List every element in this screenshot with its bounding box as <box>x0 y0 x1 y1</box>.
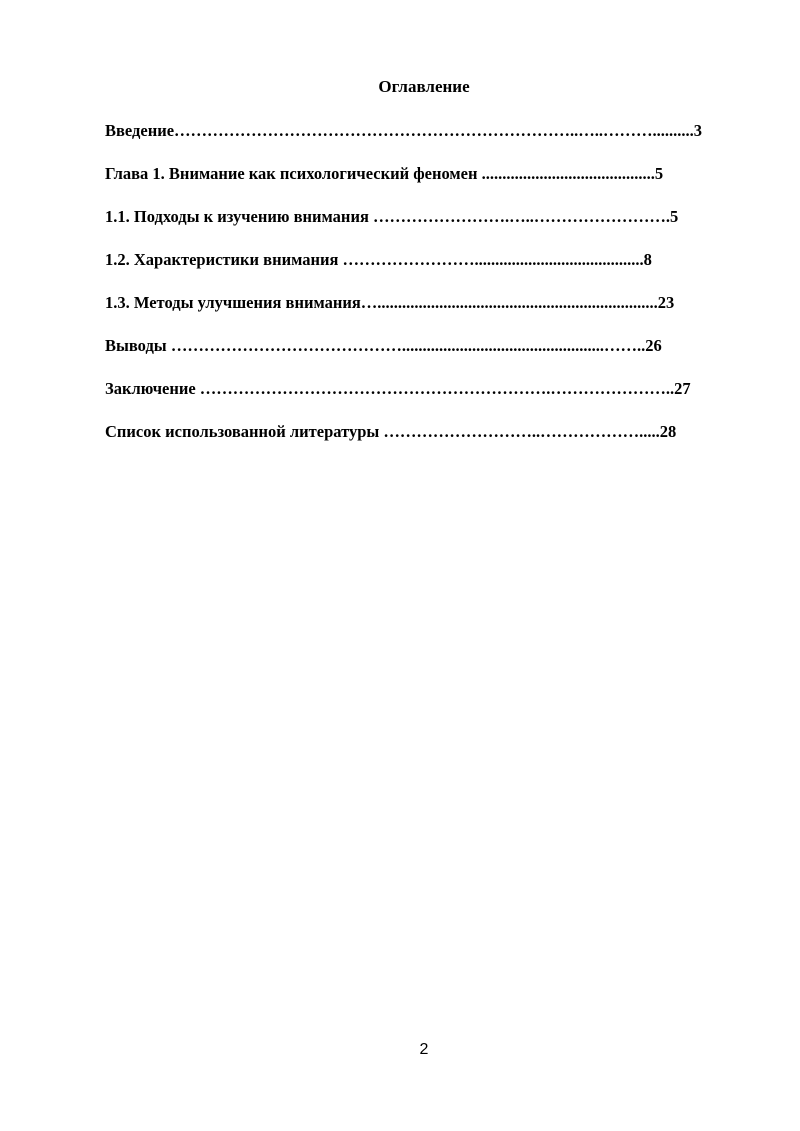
toc-entry-section-1-1: 1.1. Подходы к изучению внимания …………………….…..…………………….5 <box>105 207 679 226</box>
toc-entry-references: Список использованной литературы ………………………..……………….....28 <box>105 422 677 441</box>
toc-entry-section-1-2: 1.2. Характеристики внимания …………………….........................................8 <box>105 250 652 269</box>
toc-entry-section-1-3: 1.3. Методы улучшения внимания…....................................................................23 <box>105 293 675 312</box>
toc-entry-chapter-1: Глава 1. Внимание как психологический феномен ..........................................5 <box>105 164 664 183</box>
toc-list <box>105 121 745 465</box>
toc-entry-conclusions: Выводы …………………………………….................................................……..26 <box>105 336 662 355</box>
page-number: 2 <box>419 1041 429 1058</box>
toc-entry-introduction: Введение………………………………………………………………..…..………..........3 <box>105 121 703 140</box>
toc-title: Оглавление <box>378 77 470 96</box>
toc-entry-summary: Заключение ……………………………………………………….…………………..27 <box>105 379 691 398</box>
